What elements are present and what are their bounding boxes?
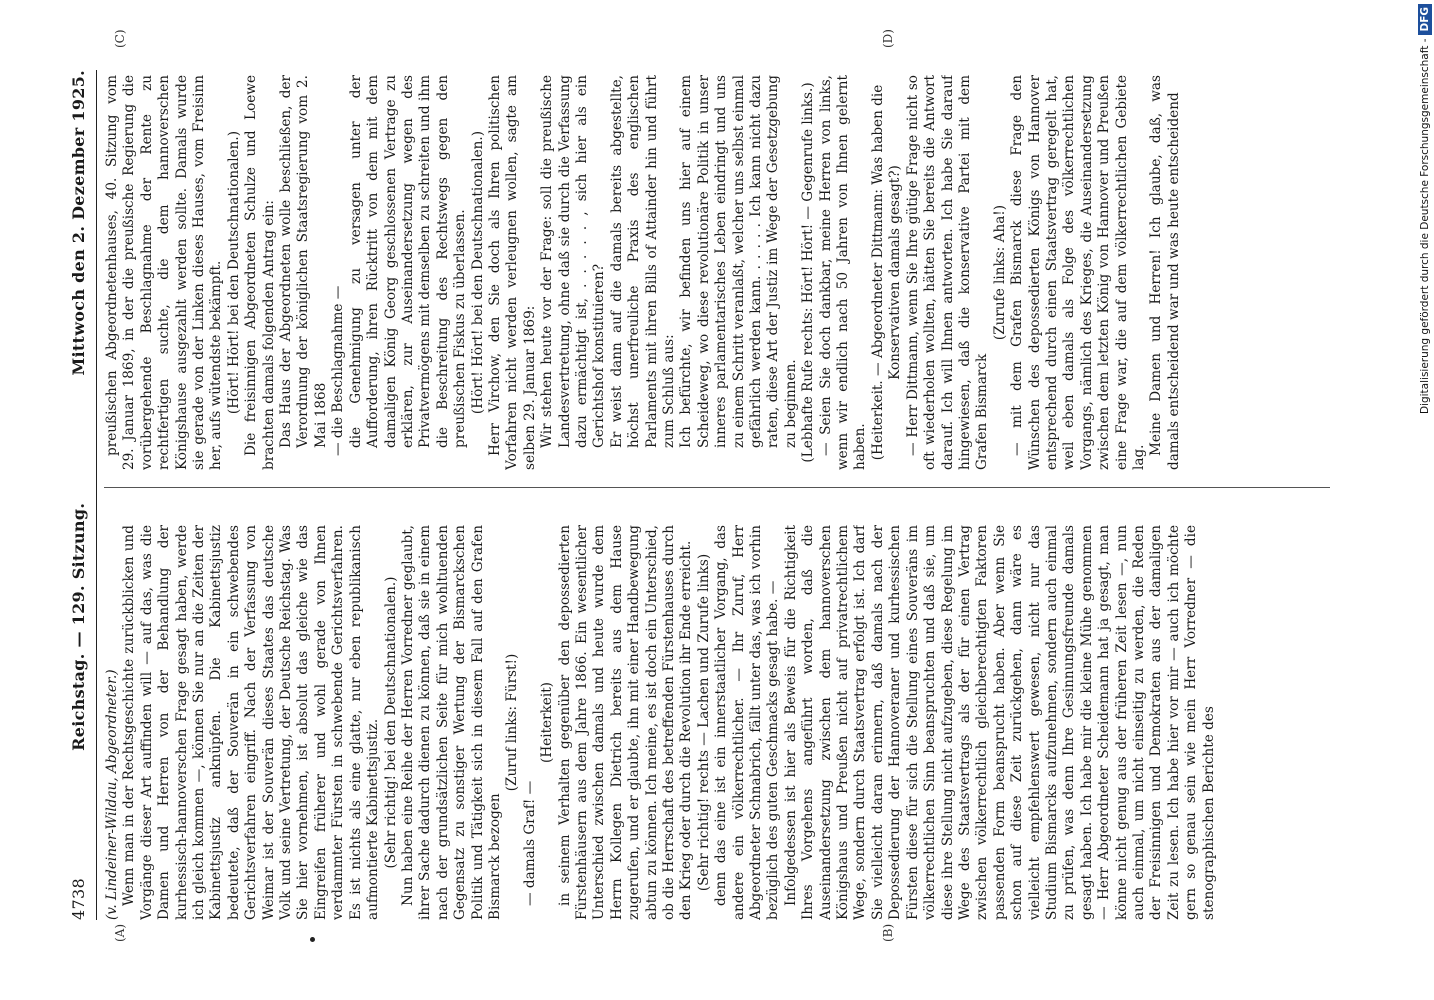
digitization-note [1418, 4, 1432, 996]
quotation: Ich befürchte, wir befinden uns hier auf einem Scheideweg, wo diese revolutionäre Politik in unser inneres parlamentarisches Leben eindringt und uns zu einem Schritt veranlaßt, welcher uns selbst einmal gefährlich werden kann. . . . . . Ich kann nicht dazu raten, diese Art der Justiz im Wege der Gesetzgebung zu beginnen. [678, 75, 799, 448]
right-column [104, 75, 1330, 470]
paragraph: — mit dem Grafen Bismarck diese Frage den Wünschen des depossedierten Königs von Hannover entsprechend durch einen Staatsvertrag geregelt hat, weil eben damals als Folge des völkerrechtlichen Vorgangs, nämlich des Krieges, die Auseinandersetzung zwischen dem letzten König von Hannover und Preußen eine Frage war, die auf dem völkerrechtlichen Gebiete lag. [1009, 75, 1147, 470]
paragraph: denn das eine ist ein innerstaatlicher Vorgang, das andere ein völkerrechtlicher. — Ihr Zuruf, Herr Abgeordneter Schnabrich, fällt unter das, was ich vorhin bezüglich des guten Geschmacks gesagt habe. — [713, 525, 782, 920]
session-date: Mittwoch den 2. Dezember 1925. [69, 70, 88, 376]
interjection: (Lebhafte Rufe rechts: Hört! Hört! — Gegenrufe links.) [800, 82, 817, 463]
speaker-line: (v. Lindeiner-Wildau, Abgeordneter.) [104, 669, 120, 920]
page-number: 4738 [69, 878, 88, 920]
left-column [104, 525, 1330, 920]
quotation: Das Haus der Abgeordneten wolle beschließen, der Verordnung der königlichen Staatsregierung vom 2. Mai 1868 [278, 75, 329, 448]
aside: — damals Graf! — [521, 780, 538, 906]
paragraph: Wenn man in der Rechtsgeschichte zurückblicken und Vorgänge dieser Art auffinden will — auf das, was die Damen und Herren von der Behandlung der kurhessisch-hannoverschen Frage gesagt haben, werde ich gleich kommen —, können Sie nur an die Zeiten der Kabinettsjustiz anknüpfen. Die Kabinettsjustiz bedeutete, daß der Souverän in ein schwebendes Gerichtsverfahren eingriff. Nach der Verfassung von Weimar ist der Souverän dieses Staates das deutsche Volk und seine Vertretung, der Deutsche Reichstag. Was Sie hier vornehmen, ist absolut das gleiche wie das Eingreifen früherer und wohl gerade von Ihnen verdammter Fürsten in schwebende Gerichtsverfahren. Es ist nichts als eine glatte, nur eben republikanisch aufmontierte Kabinettsjustiz. [121, 525, 382, 920]
quotation: Wir stehen heute vor der Frage: soll die preußische Landesvertretung, ohne daß sie durch die Verfassung dazu ermächtigt ist, . . . . . , sich hier als ein Gerichtshof konstituieren? [539, 75, 608, 448]
paragraph: in seinem Verhalten gegenüber den depossedierten Fürstenhäusern aus dem Jahre 1866. Ein wesentlicher Unterschied zwischen damals und heute wurde dem Herrn Kollegen Dietrich bereits aus dem Hause zugerufen, und er glaubte, ihn mit einer Handbewegung abtun zu können. Ich meine, es ist doch ein Unterschied, ob die Herrschaft des betreffenden Fürstenhauses durch den Krieg oder durch die Revolution ihr Ende erreicht. [556, 525, 695, 920]
paragraph: Infolgedessen ist hier als Beweis für die Richtigkeit Ihres Vorgehens angeführt worden, daß die Auseinandersetzung zwischen dem hannoverschen Königshaus und Preußen nicht auf privatrechtlichem Wege, sondern durch Staatsvertrag erfolgt ist. Ich darf Sie vielleicht daran erinnern, daß damals nach der Depossedierung der Hannoveraner und kurhessischen Fürsten diese für sich die Stellung eines Souveräns im völkerrechtlichen Sinn beanspruchten und daß sie, um diese ihre Stellung nicht aufzugeben, diese Regelung im Wege des Staatsvertrags als der für einen Vertrag zwischen völkerrechtlich gleichberechtigten Faktoren passenden Form beansprucht haben. Aber wenn Sie schon auf diese Zeit zurückgehen, dann wäre es vielleicht empfehlenswert gewesen, nicht nur das Studium Bismarcks aufzunehmen, sondern auch einmal zu prüfen, was denn Ihre Gesinnungsfreunde damals gesagt haben. Ich habe mir die kleine Mühe genommen — Herr Abgeordneter Scheidemann hat ja gesagt, man könne nicht genug aus der früheren Zeit lesen —, nun auch einmal, um nicht einseitig zu werden, die Reden der Freisinnigen und Demokraten aus der damaligen Zeit zu lesen. Ich habe hier vor mir — auch ich möchte gern so genau sein wie mein Herr Vorredner — die stenographischen Berichte des [782, 525, 1217, 920]
dfg-logo: DFG [1418, 4, 1432, 35]
margin-marker-c: (C) [113, 29, 127, 48]
interjection: (Zurufe links: Aha!) [991, 204, 1008, 341]
interjection: (Heiterkeit. — Abgeordneter Dittmann: Was haben die Konservativen damals gesagt?) [869, 84, 904, 461]
digitization-text: Digitalisierung gefördert durch die Deutsche Forschungsgemeinschaft - [1419, 38, 1431, 415]
margin-marker-d: (D) [881, 29, 895, 48]
speck-mark [310, 937, 315, 942]
paragraph: Die freisinnigen Abgeordneten Schulze und Loewe brachten damals folgenden Antrag ein: [243, 75, 277, 470]
header-rule [96, 70, 97, 920]
aside: — die Beschlagnahme — [330, 285, 347, 456]
interjection: (Sehr richtig! bei den Deutschnationalen.) [382, 576, 399, 869]
paragraph: preußischen Abgeordnetenhauses, 40. Sitzung vom 29. Januar 1869, in der die preußische Regierung die vorübergehende Beschlagnahme der Rente zu rechtfertigen suchte, die dem hannoverschen Königshause ausgezahlt werden sollte. Damals wurde sie gerade von der Linken dieses Hauses, vom Freisinn her, aufs wütendste bekämpft. [104, 75, 225, 470]
paragraph: Nun haben eine Reihe der Herren Vorredner geglaubt, ihrer Sache dadurch dienen zu können, daß sie in einem nach der grundsätzlichen Seite für mich wohltuenden Gegensatz zu sonstiger Wertung der Bismarckschen Politik und Tätigkeit sich in diesem Fall auf den Grafen Bismarck bezogen [399, 525, 503, 920]
page-header [70, 70, 94, 920]
quotation: die Genehmigung zu versagen unter der Aufforderung, ihren Rücktritt von dem mit dem damaligen König Georg geschlossenen Vertrage zu erklären, zur Auseinandersetzung wegen des Privatvermögens mit demselben zu schreiten und ihm die Beschreitung des Rechtswegs gegen den preußischen Fiskus zu überlassen. [347, 75, 469, 448]
paragraph: — Seien Sie doch dankbar, meine Herren von links, wenn wir endlich nach 50 Jahren von Ihnen gelernt haben. [817, 75, 869, 470]
margin-marker-a: (A) [113, 923, 127, 942]
column-divider [104, 487, 1330, 488]
interjection: (Zuruf links: Fürst!) [504, 653, 521, 792]
paragraph: — Herr Dittmann, wenn Sie Ihre gütige Frage nicht so oft wiederholen wollten, hätten Sie bereits die Antwort darauf. Ich will Ihnen antworten. Ich habe Sie darauf hingewiesen, daß die konservative Partei mit dem Grafen Bismarck [904, 75, 991, 470]
paragraph: Meine Damen und Herren! Ich glaube, daß, was damals entscheidend war und was heute entscheidend [1148, 75, 1182, 470]
paragraph: Herr Virchow, den Sie doch als Ihren politischen Vorfahren nicht werden verleugnen wollen, sagte am selben 29. Januar 1869: [486, 75, 538, 470]
interjection: (Hört! Hört! bei den Deutschnationalen.) [225, 130, 242, 415]
margin-marker-b: (B) [881, 923, 895, 942]
interjection: (Hört! Hört! bei den Deutschnationalen.) [469, 130, 486, 415]
session-title: Reichstag. — 129. Sitzung. [69, 502, 88, 751]
interjection: (Heiterkeit) [539, 682, 556, 763]
interjection: (Sehr richtig! rechts — Lachen und Zurufe links) [695, 553, 712, 892]
quotation: Er weist dann auf die damals bereits abgestellte, höchst unerfreuliche Praxis des englischen Parlaments mit ihren Bills of Attainder hin und führt zum Schluß aus: [608, 75, 677, 448]
